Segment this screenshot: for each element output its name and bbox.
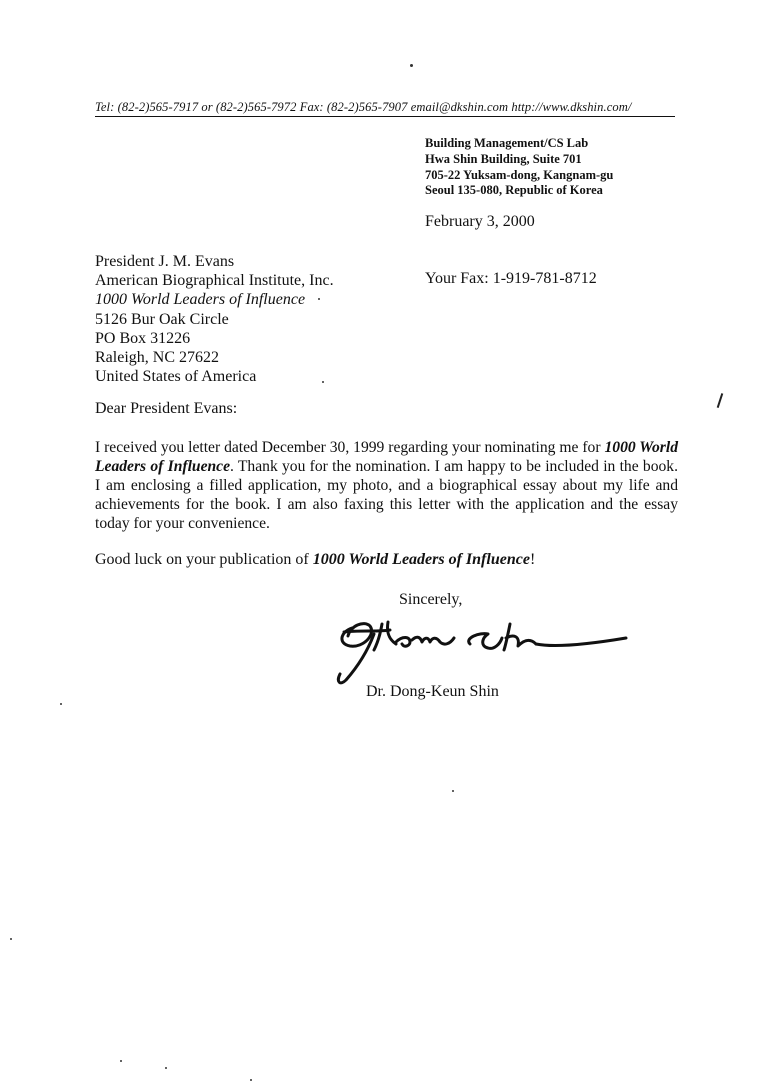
scan-speck bbox=[410, 64, 413, 67]
scan-speck bbox=[318, 298, 320, 300]
signature-name: Dr. Dong-Keun Shin bbox=[366, 683, 499, 700]
recipient-organization: American Biographical Institute, Inc. bbox=[95, 272, 334, 290]
scan-speck bbox=[250, 1079, 252, 1081]
scan-speck bbox=[60, 703, 62, 705]
recipient-address bbox=[95, 252, 334, 386]
body-book-title: 1000 World Leaders of Influence bbox=[95, 439, 678, 475]
recipient-name: President J. M. Evans bbox=[95, 253, 235, 270]
body-text: . Thank you for the nomination. I am happy to be included in the book. I am enclosing a filled application, my photo, and a biographical essay about my life and achievements for the book. I am also faxing this letter with the application and the essay today for your convenience. bbox=[95, 458, 678, 532]
closing-text: ! bbox=[529, 551, 536, 568]
recipient-street: 5126 Bur Oak Circle bbox=[95, 310, 229, 328]
closing-book-title: 1000 World Leaders of Influence bbox=[312, 551, 530, 568]
recipient-publication: 1000 World Leaders of Influence bbox=[95, 291, 306, 309]
closing-paragraph bbox=[95, 551, 535, 569]
scan-speck bbox=[165, 1067, 167, 1069]
sender-address-line: Seoul 135-080, Republic of Korea bbox=[425, 183, 603, 198]
body-paragraph bbox=[95, 438, 678, 533]
handwritten-signature bbox=[330, 610, 630, 690]
letterhead-contact-line: Tel: (82-2)565-7917 or (82-2)565-7972 Fax: (82-2)565-7907 email@dkshin.com http://www.dkshin.com/ bbox=[95, 100, 675, 117]
sender-address-line: Building Management/CS Lab bbox=[425, 136, 589, 150]
sender-address-line: 705-22 Yuksam-dong, Kangnam-gu bbox=[425, 167, 614, 182]
sender-address bbox=[425, 136, 613, 199]
scan-speck bbox=[120, 1060, 122, 1062]
scan-speck bbox=[10, 938, 12, 940]
recipient-country: United States of America bbox=[95, 368, 257, 386]
letter-date: February 3, 2000 bbox=[425, 213, 535, 230]
body-text: I received you letter dated December 30, 1999 regarding your nominating me for bbox=[95, 439, 605, 456]
salutation: Dear President Evans: bbox=[95, 400, 238, 417]
scan-stroke-mark bbox=[717, 393, 723, 408]
recipient-fax: Your Fax: 1-919-781-8712 bbox=[425, 270, 597, 287]
sign-off: Sincerely, bbox=[399, 591, 463, 608]
recipient-po-box: PO Box 31226 bbox=[95, 329, 191, 347]
recipient-city: Raleigh, NC 27622 bbox=[95, 349, 219, 367]
scan-speck bbox=[452, 790, 454, 792]
closing-text: Good luck on your publication of bbox=[95, 551, 313, 568]
scan-speck bbox=[322, 381, 324, 383]
sender-address-line: Hwa Shin Building, Suite 701 bbox=[425, 151, 582, 166]
